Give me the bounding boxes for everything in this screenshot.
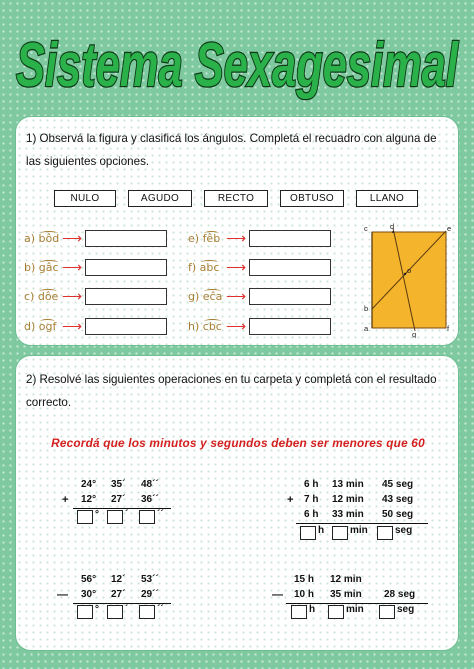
- result-box-minutes[interactable]: [328, 605, 344, 619]
- arrow-right-icon: ⟶: [226, 318, 247, 334]
- unit-label: h: [318, 525, 325, 536]
- angle-label: b) gâc: [24, 261, 59, 274]
- hint-text: Recordá que los minutos y segundos deben ser menores que 60: [51, 436, 425, 450]
- operation-row: — 10 h 35 min 28 seg: [272, 589, 416, 601]
- title-graphic: [0, 26, 474, 106]
- angle-row-g: [188, 288, 338, 306]
- result-box-seconds[interactable]: [139, 605, 155, 619]
- exercise-2-card: [15, 355, 459, 651]
- page-title: Sistema Sexagesimal: [16, 31, 460, 100]
- title-banner: [0, 26, 474, 106]
- label-e: e: [447, 224, 452, 233]
- label-b: b: [364, 304, 369, 313]
- option-recto: RECTO: [204, 190, 268, 207]
- operation-row: — 30° 27´ 29´´: [57, 589, 159, 601]
- result-box-degrees[interactable]: [77, 510, 93, 524]
- geometry-figure: [363, 223, 453, 338]
- answer-box-d[interactable]: [85, 318, 167, 335]
- exercise-2-instruction: 2) Resolvé las siguientes operaciones en tu carpeta y completá con el resultado correcto.: [26, 373, 437, 409]
- point-o: [404, 273, 406, 275]
- arrow-right-icon: ⟶: [226, 259, 247, 275]
- operation-3: [57, 574, 181, 622]
- operation-2: [278, 479, 438, 541]
- operation-row: 15 h 12 min: [294, 574, 362, 585]
- sum-rule: [296, 523, 428, 524]
- point-d: [392, 231, 394, 233]
- result-box-minutes[interactable]: [107, 605, 123, 619]
- arrow-right-icon: ⟶: [62, 318, 83, 334]
- unit-label: seg: [395, 525, 413, 536]
- result-box-hours[interactable]: [300, 526, 316, 540]
- label-d: d: [390, 223, 395, 231]
- angle-row-a: [24, 230, 174, 248]
- angle-row-f: [188, 259, 338, 277]
- arrow-right-icon: ⟶: [62, 230, 83, 246]
- exercise-1-instruction: 1) Observá la figura y clasificá los ángulos. Completá el recuadro con alguna de las siguientes opciones.: [26, 132, 437, 168]
- unit-label: °: [95, 509, 99, 520]
- result-box-minutes[interactable]: [332, 526, 348, 540]
- rectangle-shape: [372, 232, 446, 328]
- answer-box-e[interactable]: [249, 230, 331, 247]
- angle-row-h: [188, 318, 338, 336]
- unit-label: seg: [397, 604, 415, 615]
- angle-label: e) fêb: [188, 232, 221, 245]
- result-box-degrees[interactable]: [77, 605, 93, 619]
- unit-label: min: [346, 604, 364, 615]
- answer-box-c[interactable]: [85, 288, 167, 305]
- label-c: c: [364, 224, 368, 233]
- operation-4: [272, 574, 438, 622]
- arrow-right-icon: ⟶: [226, 288, 247, 304]
- angle-label: f) abc: [188, 261, 220, 274]
- answer-box-g[interactable]: [249, 288, 331, 305]
- angle-label: d) ogf: [24, 320, 57, 333]
- angle-row-e: [188, 230, 338, 248]
- result-box-minutes[interactable]: [107, 510, 123, 524]
- option-llano: LLANO: [356, 190, 418, 207]
- unit-label: ´: [125, 509, 129, 520]
- operation-row: 6 h 13 min 45 seg: [304, 479, 414, 490]
- label-g: g: [412, 330, 417, 338]
- answer-box-a[interactable]: [85, 230, 167, 247]
- arrow-right-icon: ⟶: [226, 230, 247, 246]
- angle-row-c: [24, 288, 174, 306]
- angle-label: h) cbc: [188, 320, 222, 333]
- arrow-right-icon: ⟶: [62, 259, 83, 275]
- operation-row: 6 h 33 min 50 seg: [304, 509, 414, 520]
- unit-label: ´´: [157, 604, 164, 615]
- option-nulo: NULO: [54, 190, 116, 207]
- option-agudo: AGUDO: [128, 190, 192, 207]
- operation-1: [61, 479, 181, 527]
- result-box-seconds[interactable]: [379, 605, 395, 619]
- label-f: f: [447, 324, 450, 333]
- option-obtuso: OBTUSO: [280, 190, 344, 207]
- unit-label: min: [350, 525, 368, 536]
- result-box-seconds[interactable]: [377, 526, 393, 540]
- operation-row: + 7 h 12 min 43 seg: [287, 494, 414, 506]
- operation-row: 24° 35´ 48´´: [81, 479, 159, 490]
- arrow-right-icon: ⟶: [62, 288, 83, 304]
- answer-box-f[interactable]: [249, 259, 331, 276]
- label-o: o: [407, 266, 412, 275]
- operation-row: 56° 12´ 53´´: [81, 574, 159, 585]
- result-box-seconds[interactable]: [139, 510, 155, 524]
- operation-row: + 12° 27´ 36´´: [62, 494, 159, 506]
- angle-label: g) eĉa: [188, 290, 223, 303]
- unit-label: ´: [125, 604, 129, 615]
- label-a: a: [364, 324, 369, 333]
- angle-label: c) dôe: [24, 290, 59, 303]
- unit-label: h: [309, 604, 316, 615]
- result-box-hours[interactable]: [291, 605, 307, 619]
- angle-label: a) bôd: [24, 232, 60, 245]
- exercise-1-card: [15, 116, 459, 346]
- unit-label: °: [95, 604, 99, 615]
- angle-row-d: [24, 318, 174, 336]
- answer-box-b[interactable]: [85, 259, 167, 276]
- answer-box-h[interactable]: [249, 318, 331, 335]
- angle-row-b: [24, 259, 174, 277]
- unit-label: ´´: [157, 509, 164, 520]
